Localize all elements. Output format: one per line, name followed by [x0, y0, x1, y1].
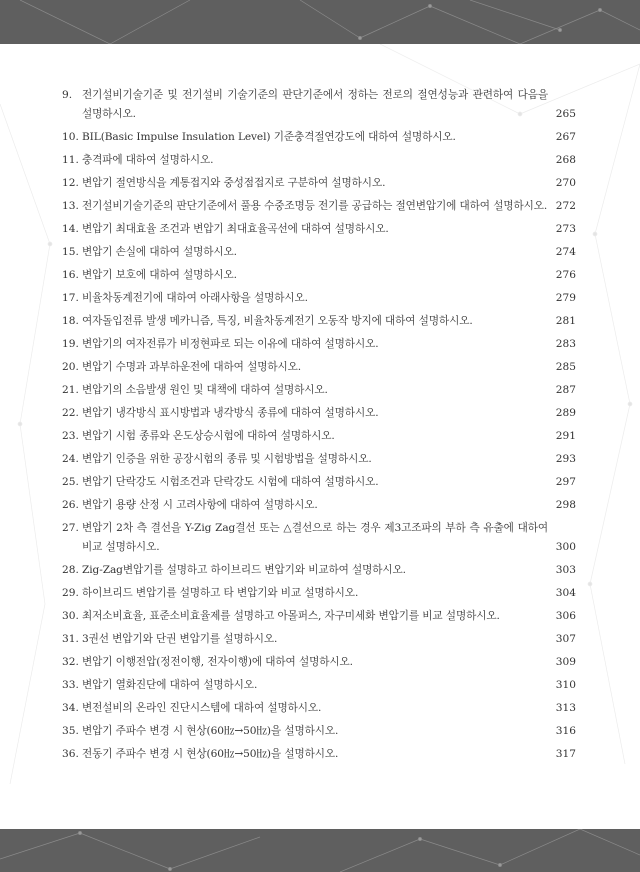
toc-entry-number: 28.: [62, 564, 79, 576]
toc-entry: [62, 427, 576, 446]
toc-entry-page: 279: [555, 292, 576, 304]
toc-entry-number: 25.: [62, 476, 79, 488]
toc-entry-page: 310: [555, 679, 576, 691]
toc-entry-number: 22.: [62, 407, 79, 419]
toc-entry: [62, 519, 576, 557]
toc-entry: [62, 584, 576, 603]
toc-entry-number: 32.: [62, 656, 79, 668]
toc-entry-page: 307: [555, 633, 576, 645]
toc-entry-page: 267: [555, 131, 576, 143]
toc-entry-title: BIL(Basic Impulse Insulation Level) 기준충격절연강도에 대하여 설명하시오.: [82, 131, 456, 143]
toc-entry-number: 12.: [62, 177, 79, 189]
toc-entry-page: 316: [555, 725, 576, 737]
toc-entry-number: 21.: [62, 384, 79, 396]
toc-entry-title: 변압기 주파수 변경 시 현상(60㎐→50㎐)을 설명하시오.: [82, 725, 339, 737]
toc-entry-title: Zig-Zag변압기를 설명하고 하이브리드 변압기와 비교하여 설명하시오.: [82, 564, 406, 576]
toc-entry-title: 최저소비효율, 표준소비효율제를 설명하고 아몰퍼스, 자구미세화 변압기를 비교 설명하시오.: [82, 610, 500, 622]
toc-entry-page: 268: [555, 154, 576, 166]
toc-entry-number: 23.: [62, 430, 79, 442]
toc-entry: [62, 561, 576, 580]
toc-entry-title: 변압기 냉각방식 표시방법과 냉각방식 종류에 대하여 설명하시오.: [82, 407, 379, 419]
toc-entry-title: 변압기 단락강도 시험조건과 단락강도 시험에 대하여 설명하시오.: [82, 476, 379, 488]
toc-entry-page: 273: [555, 223, 576, 235]
toc-entry-number: 14.: [62, 223, 79, 235]
toc-entry-page: 293: [555, 453, 576, 465]
toc-entry-title: 변압기의 여자전류가 비정현파로 되는 이유에 대하여 설명하시오.: [82, 338, 379, 350]
toc-entry: [62, 289, 576, 308]
header-band: [0, 0, 640, 44]
toc-entry-title: 변전설비의 온라인 진단시스템에 대하여 설명하시오.: [82, 702, 322, 714]
toc-entry-page: 281: [555, 315, 576, 327]
toc-entry-number: 24.: [62, 453, 79, 465]
toc-entry: [62, 358, 576, 377]
toc-entry-title: 전기설비기술기준 및 전기설비 기술기준의 판단기준에서 정하는 전로의 절연성능과 관련하여 다음을 설명하시오.: [82, 89, 548, 120]
toc-entry-title: 변압기 2차 측 결선을 Y-Zig Zag결선 또는 △결선으로 하는 경우 제3고조파의 부하 측 유출에 대하여 비교 설명하시오.: [82, 522, 548, 553]
footer-network-pattern: [0, 829, 640, 872]
toc-entry-title: 변압기 수명과 과부하운전에 대하여 설명하시오.: [82, 361, 302, 373]
table-of-contents: [62, 86, 576, 768]
toc-entry-number: 33.: [62, 679, 79, 691]
toc-entry-number: 30.: [62, 610, 79, 622]
toc-entry-title: 변압기 시험 종류와 온도상승시험에 대하여 설명하시오.: [82, 430, 335, 442]
toc-entry-title: 충격파에 대하여 설명하시오.: [82, 154, 214, 166]
toc-entry: [62, 676, 576, 695]
toc-entry-page: 276: [555, 269, 576, 281]
toc-entry: [62, 473, 576, 492]
toc-entry-title: 변압기 용량 산정 시 고려사항에 대하여 설명하시오.: [82, 499, 318, 511]
toc-entry: [62, 86, 576, 124]
toc-entry-title: 변압기 절연방식을 계통접지와 중성점접지로 구분하여 설명하시오.: [82, 177, 386, 189]
toc-entry-number: 35.: [62, 725, 79, 737]
toc-entry-page: 297: [555, 476, 576, 488]
toc-entry: [62, 335, 576, 354]
toc-entry-number: 27.: [62, 522, 79, 534]
toc-entry-page: 274: [555, 246, 576, 258]
toc-entry-page: 272: [555, 200, 576, 212]
toc-entry: [62, 151, 576, 170]
toc-entry-page: 309: [555, 656, 576, 668]
toc-entry-title: 변압기 인증을 위한 공장시험의 종류 및 시험방법을 설명하시오.: [82, 453, 372, 465]
toc-entry-page: 313: [555, 702, 576, 714]
toc-entry-number: 29.: [62, 587, 79, 599]
toc-entry-title: 변압기 보호에 대하여 설명하시오.: [82, 269, 237, 281]
toc-entry-title: 변압기 이행전압(정전이행, 전자이행)에 대하여 설명하시오.: [82, 656, 353, 668]
toc-entry: [62, 220, 576, 239]
toc-entry: [62, 722, 576, 741]
toc-entry-number: 26.: [62, 499, 79, 511]
toc-entry-number: 17.: [62, 292, 79, 304]
toc-entry: [62, 653, 576, 672]
toc-entry-number: 15.: [62, 246, 79, 258]
toc-entry-page: 265: [555, 108, 576, 120]
toc-entry-number: 18.: [62, 315, 79, 327]
toc-entry-number: 9.: [62, 89, 73, 101]
toc-entry: [62, 450, 576, 469]
toc-entry: [62, 243, 576, 262]
toc-entry-number: 13.: [62, 200, 79, 212]
toc-entry-number: 16.: [62, 269, 79, 281]
toc-entry: [62, 312, 576, 331]
toc-entry: [62, 381, 576, 400]
toc-entry-page: 285: [555, 361, 576, 373]
toc-entry-title: 3권선 변압기와 단권 변압기를 설명하시오.: [82, 633, 278, 645]
toc-entry-number: 11.: [62, 154, 79, 166]
toc-entry: [62, 607, 576, 626]
toc-entry-title: 비율차동계전기에 대하여 아래사항을 설명하시오.: [82, 292, 308, 304]
toc-entry-page: 304: [555, 587, 576, 599]
toc-entry-title: 전기설비기술기준의 판단기준에서 풀용 수중조명등 전기를 공급하는 절연변압기에 대하여 설명하시오.: [82, 200, 548, 212]
toc-entry: [62, 128, 576, 147]
toc-entry-title: 변압기 최대효율 조건과 변압기 최대효율곡선에 대하여 설명하시오.: [82, 223, 389, 235]
toc-entry-title: 변압기의 소음발생 원인 및 대책에 대하여 설명하시오.: [82, 384, 328, 396]
toc-entry-page: 287: [555, 384, 576, 396]
toc-entry-number: 19.: [62, 338, 79, 350]
toc-entry: [62, 404, 576, 423]
toc-entry-number: 10.: [62, 131, 79, 143]
toc-entry: [62, 197, 576, 216]
toc-entry-page: 289: [555, 407, 576, 419]
toc-entry-number: 20.: [62, 361, 79, 373]
toc-entry-page: 270: [555, 177, 576, 189]
footer-band: [0, 829, 640, 872]
toc-entry: [62, 630, 576, 649]
toc-entry-title: 여자돌입전류 발생 메카니즘, 특징, 비율차동계전기 오동작 방지에 대하여 설명하시오.: [82, 315, 473, 327]
toc-entry-page: 300: [555, 541, 576, 553]
toc-entry: [62, 266, 576, 285]
toc-entry: [62, 174, 576, 193]
toc-entry-title: 하이브리드 변압기를 설명하고 타 변압기와 비교 설명하시오.: [82, 587, 359, 599]
toc-entry-number: 34.: [62, 702, 79, 714]
toc-entry-page: 303: [555, 564, 576, 576]
toc-entry-page: 306: [555, 610, 576, 622]
toc-entry-number: 31.: [62, 633, 79, 645]
toc-entry: [62, 745, 576, 764]
toc-entry-title: 전동기 주파수 변경 시 현상(60㎐→50㎐)을 설명하시오.: [82, 748, 339, 760]
toc-entry-page: 317: [555, 748, 576, 760]
toc-entry: [62, 699, 576, 718]
toc-entry-page: 283: [555, 338, 576, 350]
toc-entry-title: 변압기 손실에 대하여 설명하시오.: [82, 246, 237, 258]
header-network-pattern: [0, 0, 640, 44]
toc-entry: [62, 496, 576, 515]
toc-entry-page: 298: [555, 499, 576, 511]
toc-entry-number: 36.: [62, 748, 79, 760]
toc-entry-page: 291: [555, 430, 576, 442]
toc-entry-title: 변압기 열화진단에 대하여 설명하시오.: [82, 679, 258, 691]
